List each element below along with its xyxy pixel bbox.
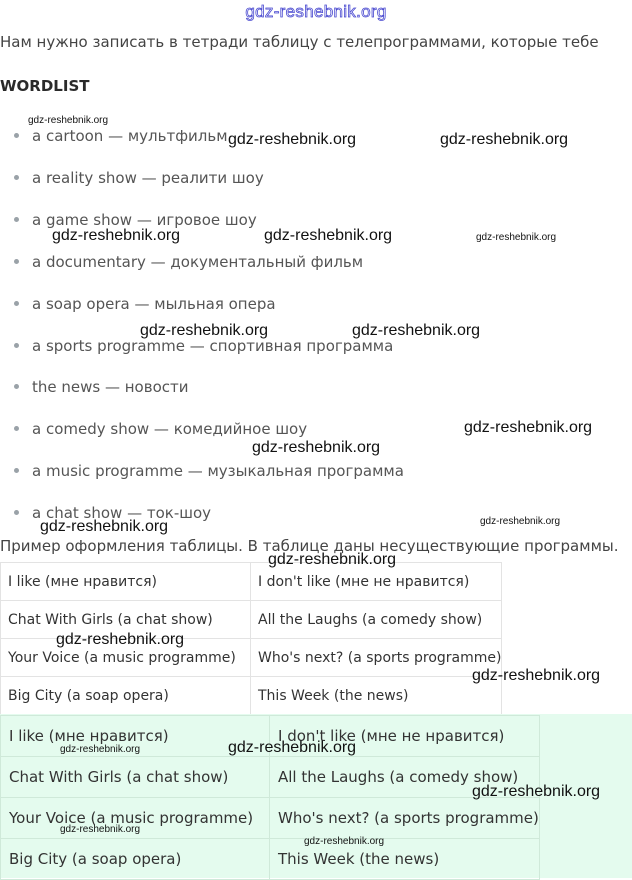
list-item bbox=[14, 169, 264, 187]
list-item-text: a music programme — музыкальная программа bbox=[32, 462, 404, 480]
list-item bbox=[14, 462, 404, 480]
bullet-icon bbox=[14, 384, 19, 389]
table-row bbox=[1, 677, 502, 715]
watermark: gdz-reshebnik.org bbox=[140, 322, 269, 339]
bullet-icon bbox=[14, 301, 19, 306]
table-cell: All the Laughs (a comedy show) bbox=[270, 757, 540, 798]
table-cell: All the Laughs (a comedy show) bbox=[251, 601, 502, 639]
watermark: gdz-reshebnik.org bbox=[476, 232, 557, 243]
table-cell: Your Voice (a music programme) bbox=[1, 798, 270, 839]
watermark: gdz-reshebnik.org bbox=[228, 739, 357, 756]
watermark: gdz-reshebnik.org bbox=[304, 836, 385, 847]
watermark: gdz-reshebnik.org bbox=[40, 518, 169, 535]
table-header-like: I like (мне нравится) bbox=[1, 716, 270, 757]
watermark: gdz-reshebnik.org bbox=[472, 667, 601, 684]
watermark: gdz-reshebnik.org bbox=[52, 227, 181, 244]
table-cell: Your Voice (a music programme) bbox=[1, 639, 251, 677]
bullet-icon bbox=[14, 510, 19, 515]
list-item bbox=[14, 420, 307, 438]
bullet-icon bbox=[14, 468, 19, 473]
list-item-text: the news — новости bbox=[32, 378, 189, 396]
list-item-text: a sports programme — спортивная программа bbox=[32, 337, 394, 355]
list-item bbox=[14, 253, 363, 271]
watermark: gdz-reshebnik.org bbox=[264, 227, 393, 244]
bullet-icon bbox=[14, 175, 19, 180]
intro-text: Нам нужно записать в тетради таблицу с телепрограммами, которые тебе bbox=[0, 33, 599, 51]
watermark: gdz-reshebnik.org bbox=[472, 783, 601, 800]
bullet-icon bbox=[14, 259, 19, 264]
list-item bbox=[14, 127, 228, 145]
list-item-text: a cartoon — мультфильм bbox=[32, 127, 228, 145]
watermark: gdz-reshebnik.org bbox=[56, 631, 185, 648]
table-row bbox=[1, 757, 540, 798]
list-item-text: a chat show — ток-шоу bbox=[32, 504, 212, 522]
table-cell: Chat With Girls (a chat show) bbox=[1, 757, 270, 798]
list-item-text: a soap opera — мыльная опера bbox=[32, 295, 276, 313]
list-item bbox=[14, 295, 276, 313]
watermark: gdz-reshebnik.org bbox=[480, 516, 561, 527]
table-row bbox=[1, 563, 502, 601]
bullet-icon bbox=[14, 133, 19, 138]
watermark: gdz-reshebnik.org bbox=[60, 744, 141, 755]
list-item-text: a reality show — реалити шоу bbox=[32, 169, 264, 187]
list-item-text: a game show — игровое шоу bbox=[32, 211, 257, 229]
list-item-text: a documentary — документальный фильм bbox=[32, 253, 364, 271]
table-cell: This Week (the news) bbox=[270, 839, 540, 880]
top-watermark: gdz-reshebnik.org bbox=[245, 2, 387, 21]
watermark: gdz-reshebnik.org bbox=[228, 131, 357, 148]
watermark: gdz-reshebnik.org bbox=[268, 551, 397, 568]
watermark: gdz-reshebnik.org bbox=[252, 439, 381, 456]
table-row bbox=[1, 839, 540, 880]
table-header-like: I like (мне нравится) bbox=[1, 563, 251, 601]
watermark: gdz-reshebnik.org bbox=[60, 824, 141, 835]
watermark: gdz-reshebnik.org bbox=[440, 131, 569, 148]
table-cell: Who's next? (a sports programme) bbox=[251, 639, 502, 677]
example-text: Пример оформления таблицы. В таблице даны несуществующие программы. bbox=[0, 537, 619, 555]
table-cell: This Week (the news) bbox=[251, 677, 502, 715]
table-cell: Who's next? (a sports programme) bbox=[270, 798, 540, 839]
watermark: gdz-reshebnik.org bbox=[464, 419, 593, 436]
table-header-dislike: I don't like (мне не нравится) bbox=[270, 716, 540, 757]
wordlist-heading: WORDLIST bbox=[0, 77, 90, 95]
watermark: gdz-reshebnik.org bbox=[352, 322, 481, 339]
list-item bbox=[14, 378, 188, 396]
table-cell: Chat With Girls (a chat show) bbox=[1, 601, 251, 639]
bullet-icon bbox=[14, 343, 19, 348]
bullet-icon bbox=[14, 426, 19, 431]
bullet-icon bbox=[14, 217, 19, 222]
watermark: gdz-reshebnik.org bbox=[28, 115, 109, 126]
list-item-text: a comedy show — комедийное шоу bbox=[32, 420, 308, 438]
table-cell: Big City (a soap opera) bbox=[1, 839, 270, 880]
table-header-dislike: I don't like (мне не нравится) bbox=[251, 563, 502, 601]
table-cell: Big City (a soap opera) bbox=[1, 677, 251, 715]
